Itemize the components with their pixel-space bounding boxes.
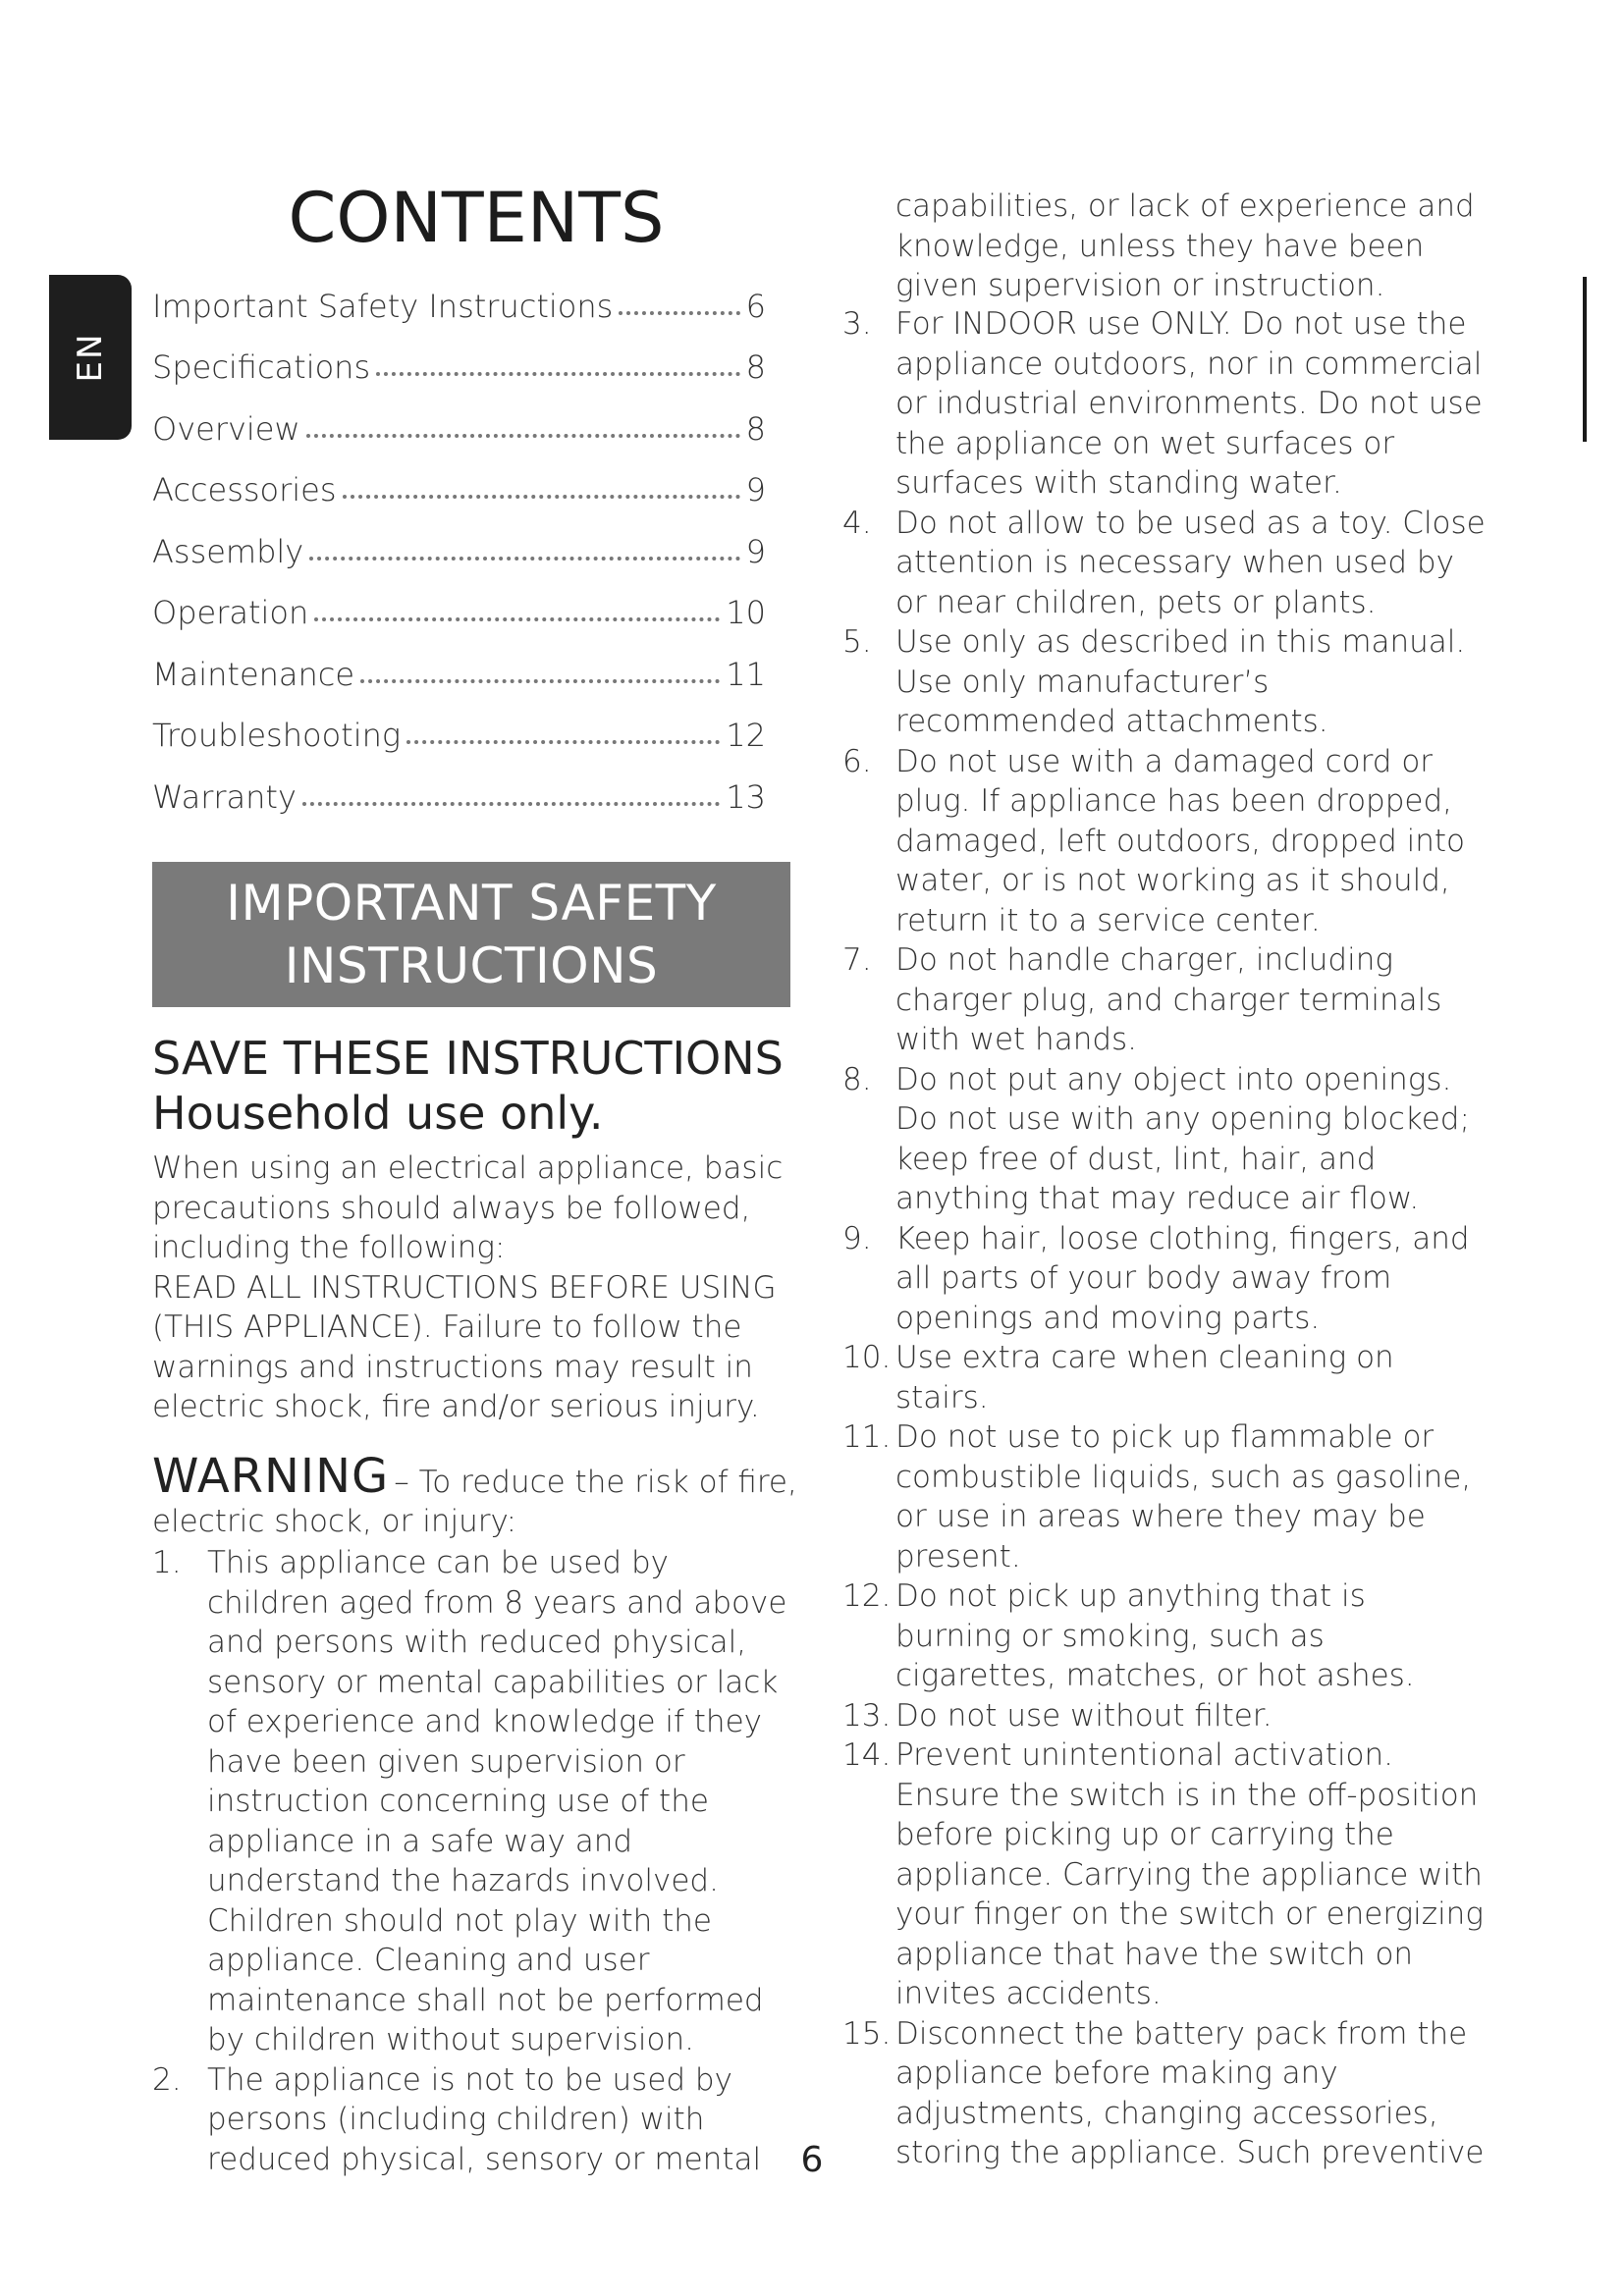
household-use-title: Household use only. xyxy=(152,1087,604,1140)
list-item-text: Use extra care when cleaning on stairs. xyxy=(895,1340,1394,1415)
warning-continuation: electric shock, or injury: xyxy=(152,1504,517,1539)
list-item-text: Do not pick up anything that is burning or smoking, such as cigarettes, matches, or hot ashes. xyxy=(895,1578,1415,1693)
read-all-text: READ ALL INSTRUCTIONS BEFORE USING (THIS APPLIANCE). Failure to follow the warnings and instructions may result in electric shock, fire and/or serious injury. xyxy=(152,1269,777,1424)
toc-label: Troubleshooting xyxy=(152,717,402,754)
toc-leader xyxy=(306,434,740,438)
list-item-number: 5. xyxy=(842,624,872,660)
list-item xyxy=(152,2060,800,2180)
list-item-number: 14. xyxy=(842,1737,892,1773)
list-item-text: Do not put any object into openings. Do not use with any opening blocked; keep free of dust, lint, hair, and anything that may reduce air flow. xyxy=(895,1061,1470,1216)
list-item xyxy=(842,940,1490,1060)
list-item xyxy=(842,742,1490,941)
list-item-text: Keep hair, loose clothing, fingers, and all parts of your body away from openings and moving parts. xyxy=(895,1220,1470,1336)
toc-page: 9 xyxy=(745,471,766,508)
table-of-contents xyxy=(152,263,766,816)
toc-page: 8 xyxy=(745,348,766,386)
list-item xyxy=(842,1417,1490,1576)
list-item-text: Disconnect the battery pack from the appliance before making any adjustments, changing accessories, storing the appliance. Such preventive xyxy=(895,2015,1485,2170)
safety-heading-line2: INSTRUCTIONS xyxy=(284,937,659,994)
list-item xyxy=(842,1735,1490,2014)
toc-leader xyxy=(406,740,720,744)
list-item xyxy=(842,1576,1490,1696)
toc-label: Maintenance xyxy=(152,655,355,693)
toc-page: 6 xyxy=(745,287,766,325)
toc-page: 13 xyxy=(726,777,766,816)
toc-label: Warranty xyxy=(152,777,297,816)
list-item xyxy=(842,2014,1490,2173)
list-item xyxy=(842,304,1490,504)
list-item xyxy=(842,1219,1490,1339)
list-item-number: 3. xyxy=(842,306,872,342)
list-item-text: The appliance is not to be used by persons (including children) with reduced physical, sensory or mental xyxy=(207,2061,762,2177)
toc-item-safety[interactable] xyxy=(152,263,766,325)
safety-heading-line1: IMPORTANT SAFETY xyxy=(226,875,717,932)
list-item-text: Do not allow to be used as a toy. Close attention is necessary when used by or near children, pets or plants. xyxy=(895,505,1486,620)
toc-item-assembly[interactable] xyxy=(152,508,766,570)
list-item-number: 9. xyxy=(842,1220,872,1256)
warning-heading xyxy=(152,1449,810,1504)
toc-item-overview[interactable] xyxy=(152,386,766,448)
toc-leader xyxy=(309,557,739,561)
toc-label: Specifications xyxy=(152,348,371,386)
list-item-number: 4. xyxy=(842,505,872,541)
toc-item-maintenance[interactable] xyxy=(152,631,766,693)
toc-page: 10 xyxy=(726,594,766,631)
toc-leader xyxy=(302,802,720,806)
toc-item-troubleshooting[interactable] xyxy=(152,693,766,755)
list-item xyxy=(152,1543,800,2060)
toc-leader xyxy=(314,617,720,621)
list-item-text: Do not use without filter. xyxy=(895,1697,1272,1734)
toc-label: Overview xyxy=(152,409,300,448)
safety-list-left xyxy=(152,1543,800,2179)
list-item xyxy=(842,1338,1490,1417)
list-item-number: 8. xyxy=(842,1061,872,1097)
language-tab xyxy=(49,275,132,440)
language-tab-label: EN xyxy=(71,332,110,383)
list-item-number: 10. xyxy=(842,1340,892,1375)
toc-page: 8 xyxy=(745,409,766,448)
toc-label: Accessories xyxy=(152,471,337,508)
list-item-number: 6. xyxy=(842,743,872,779)
list-item-number: 7. xyxy=(842,942,872,978)
list-item-text: Prevent unintentional activation. Ensure the switch is in the off-position before picking up or carrying the appliance. Carrying the appliance with your finger on the switch or energizing appliance that have the switch on invites accidents. xyxy=(895,1737,1484,2011)
contents-title: CONTENTS xyxy=(288,178,665,258)
intro-paragraph xyxy=(152,1148,800,1427)
warning-text: – To reduce the risk of fire, xyxy=(394,1465,797,1500)
page-edge-mark xyxy=(1583,277,1587,442)
toc-item-warranty[interactable] xyxy=(152,754,766,816)
list-item-number: 11. xyxy=(842,1419,892,1455)
list-item xyxy=(842,1696,1490,1736)
save-instructions-title: SAVE THESE INSTRUCTIONS xyxy=(152,1032,784,1085)
toc-page: 11 xyxy=(726,655,766,693)
list-item xyxy=(842,1060,1490,1219)
list-item-number: 2. xyxy=(152,2061,182,2098)
toc-page: 12 xyxy=(726,717,766,754)
list-item-text: Do not use with a damaged cord or plug. If appliance has been dropped, damaged, left outdoors, dropped into water, or is not working as it should, return it to a service center. xyxy=(895,743,1466,938)
list-item-number: 13. xyxy=(842,1697,892,1734)
warning-word: WARNING xyxy=(152,1449,390,1504)
list-item-number: 15. xyxy=(842,2015,892,2052)
toc-label: Assembly xyxy=(152,532,304,570)
continued-item-text: capabilities, or lack of experience and knowledge, unless they have been given supervision or instruction. xyxy=(895,188,1475,303)
list-item xyxy=(842,622,1490,742)
safety-heading-box xyxy=(152,862,790,1007)
list-item-text: Use only as described in this manual. Use only manufacturer’s recommended attachments. xyxy=(895,624,1466,739)
list-item-text: For INDOOR use ONLY. Do not use the appliance outdoors, nor in commercial or industrial environments. Do not use the appliance on wet surfaces or surfaces with standing water. xyxy=(895,306,1483,501)
list-item-text: This appliance can be used by children aged from 8 years and above and persons with reduced physical, sensory or mental capabilities or lack of experience and knowledge if they have been given supervision or instruction concerning use of the appliance in a safe way and understand the hazards involved. Children should not play with the appliance. Cleaning and user maintenance shall not be performed by children without supervision. xyxy=(207,1545,787,2057)
list-item-text: Do not handle charger, including charger plug, and charger terminals with wet hands. xyxy=(895,942,1442,1057)
toc-leader xyxy=(343,495,740,499)
page-number: 6 xyxy=(800,2140,824,2180)
toc-item-accessories[interactable] xyxy=(152,448,766,509)
list-item-number: 1. xyxy=(152,1545,182,1580)
list-item xyxy=(842,504,1490,623)
toc-item-operation[interactable] xyxy=(152,570,766,632)
list-item-number: 12. xyxy=(842,1578,892,1614)
toc-page: 9 xyxy=(745,532,766,570)
list-item-text: Do not use to pick up flammable or combustible liquids, such as gasoline, or use in areas where they may be present. xyxy=(895,1419,1472,1575)
toc-item-specifications[interactable] xyxy=(152,325,766,387)
toc-leader xyxy=(619,311,739,315)
toc-label: Operation xyxy=(152,594,309,631)
toc-leader xyxy=(376,372,740,376)
safety-list-right xyxy=(842,304,1490,2173)
intro-text: When using an electrical appliance, basic precautions should always be followed, including the following: xyxy=(152,1150,784,1265)
toc-leader xyxy=(360,679,720,683)
toc-label: Important Safety Instructions xyxy=(152,287,614,325)
